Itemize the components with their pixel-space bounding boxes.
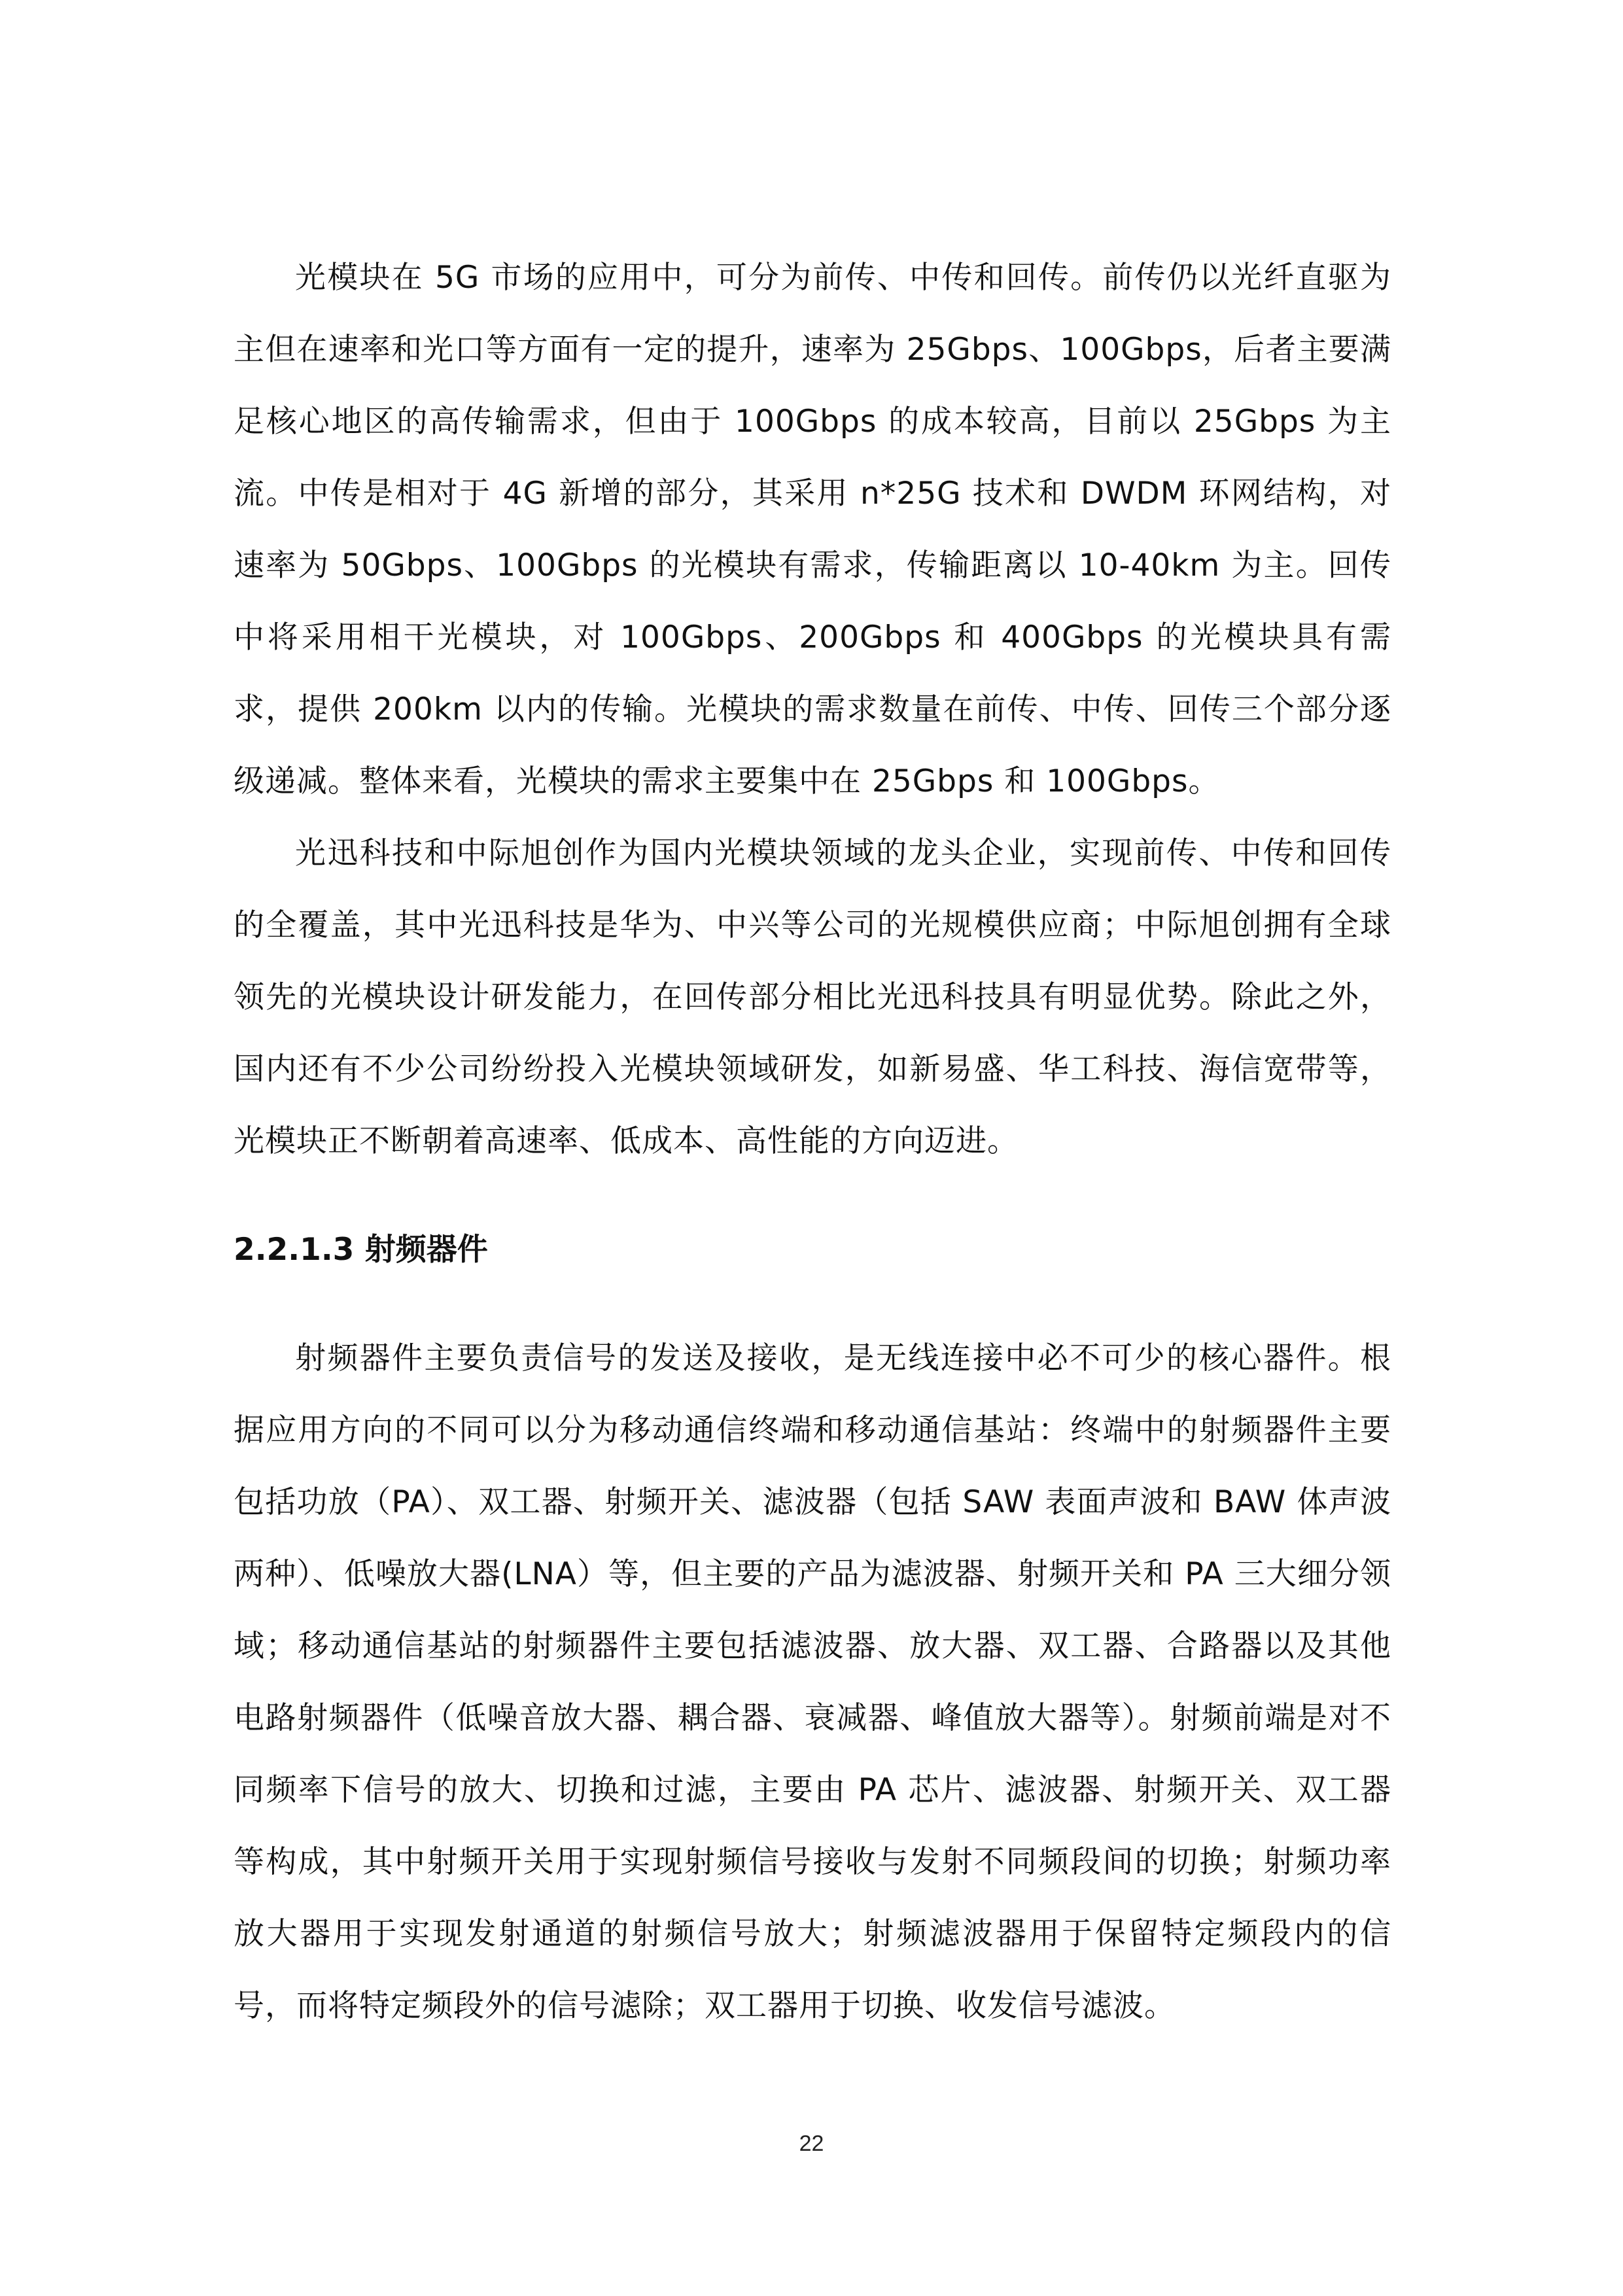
paragraph-optical-module-5g: 光模块在 5G 市场的应用中，可分为前传、中传和回传。前传仍以光纤直驱为主但在速率和光口等方面有一定的提升，速率为 25Gbps、100Gbps，后者主要满足核心地区的高传输需求，但由于 100Gbps 的成本较高，目前以 25Gbps 为主流。中传是相对于 4G 新增的部分，其采用 n*25G 技术和 DWDM 环网结构，对速率为 50Gbps、100Gbps 的光模块有需求，传输距离以 10-40km 为主。回传中将采用相干光模块，对 100Gbps、200Gbps 和 400Gbps 的光模块具有需求，提供 200km 以内的传输。光模块的需求数量在前传、中传、回传三个部分逐级递减。整体来看，光模块的需求主要集中在 25Gbps 和 100Gbps。 xyxy=(234,260,1391,799)
spacer xyxy=(234,1177,1391,1214)
document-body xyxy=(234,242,1391,2042)
section-heading: 2.2.1.3 射频器件 xyxy=(234,1232,488,1268)
paragraph-optical-module-vendors: 光迅科技和中际旭创作为国内光模块领域的龙头企业，实现前传、中传和回传的全覆盖，其中光迅科技是华为、中兴等公司的光规模供应商；中际旭创拥有全球领先的光模块设计研发能力，在回传部分相比光迅科技具有明显优势。除此之外，国内还有不少公司纷纷投入光模块领域研发，如新易盛、华工科技、海信宽带等，光模块正不断朝着高速率、低成本、高性能的方向迈进。 xyxy=(234,835,1391,1159)
page-number: 22 xyxy=(799,2131,824,2156)
spacer xyxy=(234,1286,1391,1323)
paragraph-rf-devices: 射频器件主要负责信号的发送及接收，是无线连接中必不可少的核心器件。根据应用方向的不同可以分为移动通信终端和移动通信基站：终端中的射频器件主要包括功放（PA）、双工器、射频开关、滤波器（包括 SAW 表面声波和 BAW 体声波两种）、低噪放大器(LNA）等，但主要的产品为滤波器、射频开关和 PA 三大细分领域；移动通信基站的射频器件主要包括滤波器、放大器、双工器、合路器以及其他电路射频器件（低噪音放大器、耦合器、衰减器、峰值放大器等）。射频前端是对不同频率下信号的放大、切换和过滤，主要由 PA 芯片、滤波器、射频开关、双工器等构成，其中射频开关用于实现射频信号接收与发射不同频段间的切换；射频功率放大器用于实现发射通道的射频信号放大；射频滤波器用于保留特定频段内的信号，而将特定频段外的信号滤除；双工器用于切换、收发信号滤波。 xyxy=(234,1340,1391,2024)
